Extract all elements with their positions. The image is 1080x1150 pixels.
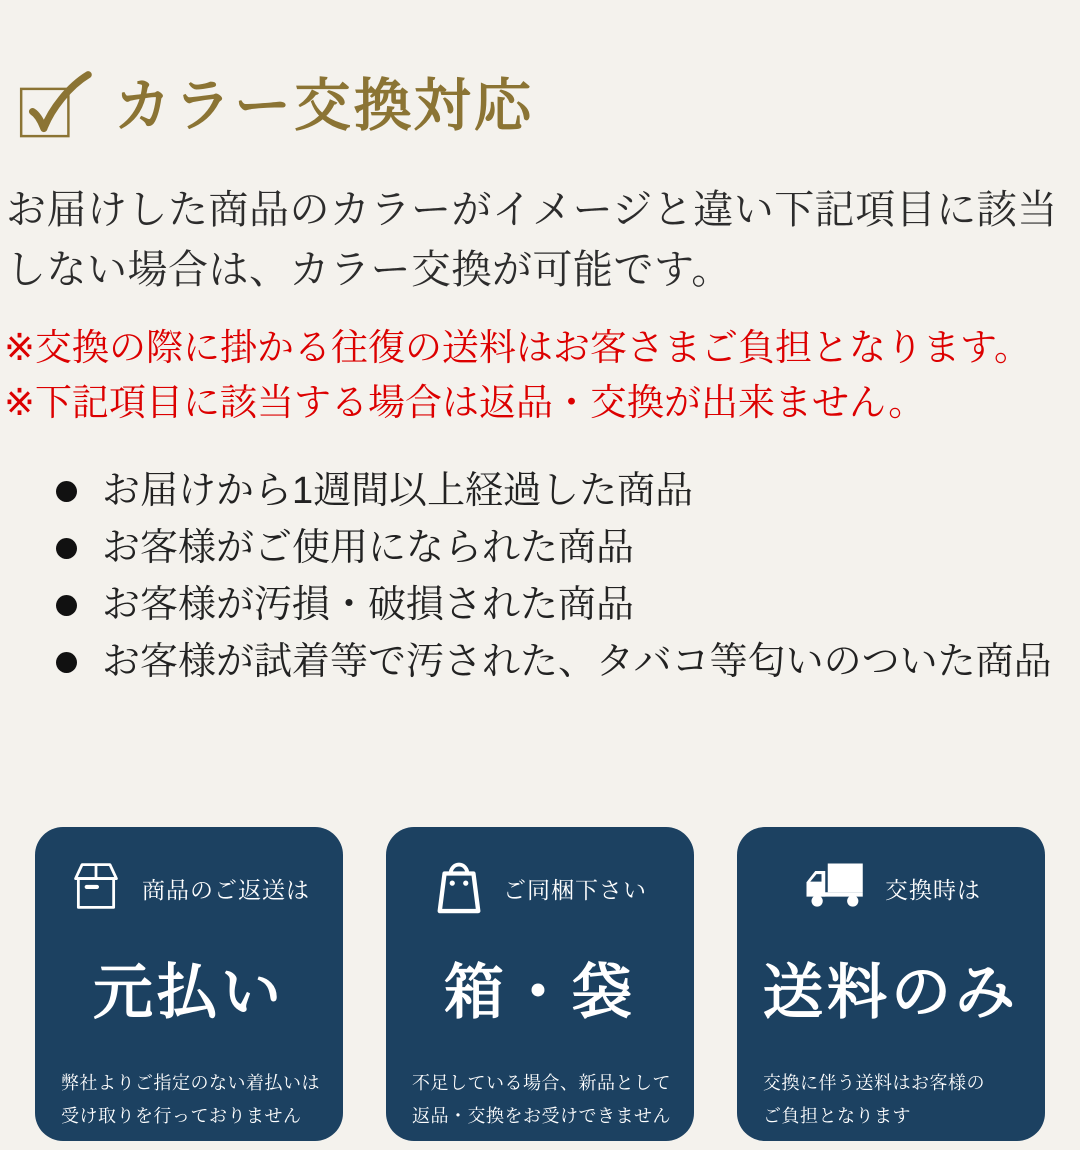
note-line: 弊社よりご指定のない着払いは (61, 1073, 320, 1093)
bullet-icon (56, 652, 77, 673)
list-item (56, 643, 1080, 681)
card-label: ご同梱下さい (503, 876, 647, 903)
note-line: 不足している場合、新品として (412, 1073, 671, 1093)
policy-cards-row (35, 827, 1045, 1141)
card-label: 商品のご返送は (142, 876, 310, 903)
bullet-icon (56, 538, 77, 559)
card-label: 交換時は (885, 876, 981, 903)
shopping-bag-icon (433, 856, 485, 921)
card-head (386, 859, 694, 917)
warning-line: ※下記項目に該当する場合は返品・交換が出来ません。 (4, 382, 926, 423)
card-note (412, 1067, 694, 1133)
card-note (61, 1067, 343, 1133)
exclusion-conditions-list (56, 472, 1080, 681)
list-item-text: お客様がご使用になられた商品 (102, 527, 635, 569)
bullet-icon (56, 481, 77, 502)
list-item-text: お客様が汚損・破損された商品 (102, 584, 635, 626)
color-exchange-infographic (0, 70, 1080, 1150)
page-title-row (18, 70, 1080, 138)
card-return-shipping (35, 827, 343, 1141)
note-line: ご負担となります (763, 1106, 911, 1126)
intro-line: しない場合は、カラー交換が可能です。 (6, 248, 732, 292)
note-line: 受け取りを行っておりません (61, 1106, 302, 1126)
card-headline: 元払い (93, 959, 285, 1026)
list-item (56, 586, 1080, 624)
intro-paragraph (6, 180, 1074, 300)
card-shipping-only (737, 827, 1045, 1141)
list-item-text: お届けから1週間以上経過した商品 (102, 470, 694, 512)
card-include-box-bag (386, 827, 694, 1141)
card-headline: 送料のみ (763, 959, 1019, 1026)
checkbox-check-icon (18, 70, 98, 138)
note-line: 返品・交換をお受けできません (412, 1106, 671, 1126)
list-item-text: お客様が試着等で汚された、タバコ等匂いのついた商品 (102, 641, 1052, 683)
card-head (35, 859, 343, 917)
list-item (56, 472, 1080, 510)
card-headline: 箱・袋 (444, 959, 636, 1026)
note-line: 交換に伴う送料はお客様の (763, 1073, 985, 1093)
package-box-icon (68, 860, 124, 917)
warning-line: ※交換の際に掛かる往復の送料はお客さまご負担となります。 (4, 327, 1032, 368)
bullet-icon (56, 595, 77, 616)
intro-line: お届けした商品のカラーがイメージと違い下記項目に該当 (6, 188, 1058, 232)
delivery-truck-icon (801, 861, 867, 916)
page-title: カラー交換対応 (114, 72, 534, 140)
card-note (763, 1067, 1045, 1133)
card-head (737, 859, 1045, 917)
warning-notes (4, 320, 1076, 430)
list-item (56, 529, 1080, 567)
